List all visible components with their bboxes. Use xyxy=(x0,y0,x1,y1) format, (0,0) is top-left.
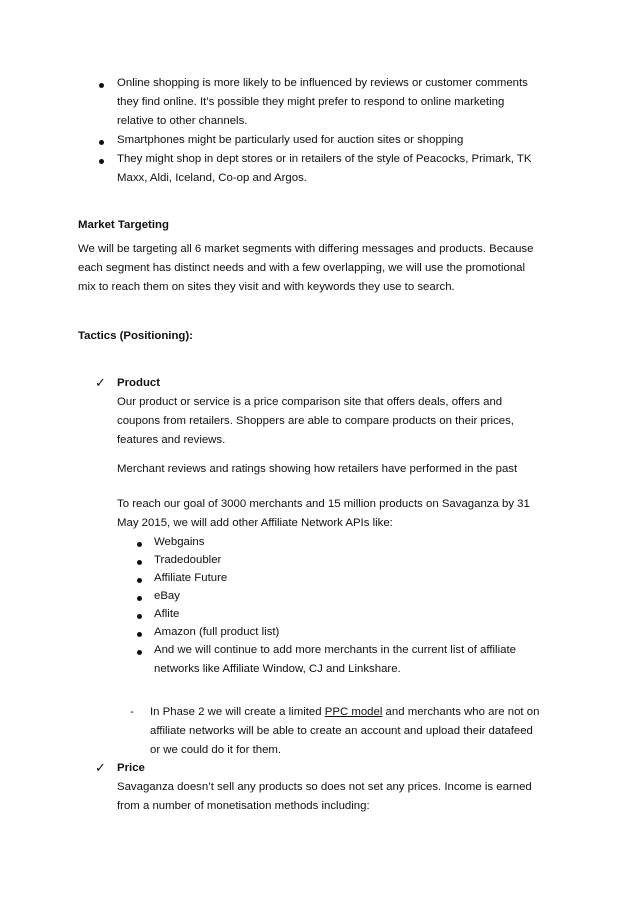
phase2-line-1 xyxy=(150,705,539,720)
phase2-text-pre: In Phase 2 we will create a limited xyxy=(150,706,325,718)
product-para3-line-1: To reach our goal of 3000 merchants and 15 million products on Savaganza by 31 xyxy=(117,498,530,510)
bullet-icon xyxy=(99,140,104,145)
ppc-model-link[interactable]: PPC model xyxy=(324,706,383,718)
bullet-icon xyxy=(137,596,142,601)
product-para1-line-1: Our product or service is a price comparison site that offers deals, offers and xyxy=(117,396,503,408)
bullet-icon xyxy=(137,560,142,565)
phase2-line-3: or we could do it for them. xyxy=(150,744,282,756)
checkmark-icon: ✓ xyxy=(95,761,106,776)
bullet-icon xyxy=(99,83,104,88)
checkmark-icon: ✓ xyxy=(95,376,106,391)
bullet-icon xyxy=(99,159,104,164)
intro-bullet-1-line-1: Online shopping is more likely to be influenced by reviews or customer comments xyxy=(117,77,528,89)
intro-bullet-2-line-1: Smartphones might be particularly used for auction sites or shopping xyxy=(117,134,464,146)
bullet-icon xyxy=(137,578,142,583)
network-item: Amazon (full product list) xyxy=(154,626,280,638)
bullet-icon xyxy=(137,614,142,619)
tactics-heading: Tactics (Positioning): xyxy=(78,330,193,342)
product-para1-line-2: coupons from retailers. Shoppers are able to compare products on their prices, xyxy=(117,415,514,427)
bullet-icon xyxy=(137,542,142,547)
network-item: eBay xyxy=(154,590,180,602)
network-item: Affiliate Future xyxy=(154,572,228,584)
network-item: Tradedoubler xyxy=(154,554,222,566)
network-item: Webgains xyxy=(154,536,205,548)
price-line-1: Savaganza doesn’t sell any products so does not set any prices. Income is earned xyxy=(117,781,532,793)
network-item-last-line-1: And we will continue to add more merchants in the current list of affiliate xyxy=(154,644,516,656)
intro-bullet-1-line-3: relative to other channels. xyxy=(117,115,248,127)
dash-marker: - xyxy=(130,706,134,718)
price-line-2: from a number of monetisation methods including: xyxy=(117,800,370,812)
bullet-icon xyxy=(137,650,142,655)
product-para1-line-3: features and reviews. xyxy=(117,434,226,446)
intro-bullet-1-line-2: they find online. It’s possible they might prefer to respond to online marketing xyxy=(117,96,505,108)
market-targeting-line-3: mix to reach them on sites they visit and with keywords they use to search. xyxy=(78,281,455,293)
bullet-icon xyxy=(137,632,142,637)
market-targeting-line-2: each segment has distinct needs and with a few overlapping, we will use the promotional xyxy=(78,262,526,274)
intro-bullet-3-line-1: They might shop in dept stores or in retailers of the style of Peacocks, Primark, TK xyxy=(117,153,532,165)
product-para2: Merchant reviews and ratings showing how retailers have performed in the past xyxy=(117,463,518,475)
network-item-last-line-2: networks like Affiliate Window, CJ and Linkshare. xyxy=(154,663,401,675)
phase2-line-2: affiliate networks will be able to create an account and upload their datafeed xyxy=(150,725,533,737)
product-heading: Product xyxy=(117,377,161,389)
market-targeting-heading: Market Targeting xyxy=(78,219,169,231)
price-heading: Price xyxy=(117,762,145,774)
market-targeting-line-1: We will be targeting all 6 market segments with differing messages and products. Because xyxy=(78,243,534,255)
intro-bullet-3-line-2: Maxx, Aldi, Iceland, Co-op and Argos. xyxy=(117,172,307,184)
product-para3-line-2: May 2015, we will add other Affiliate Network APIs like: xyxy=(117,517,393,529)
phase2-text-post: and merchants who are not on xyxy=(382,706,540,718)
network-item: Aflite xyxy=(154,608,180,620)
